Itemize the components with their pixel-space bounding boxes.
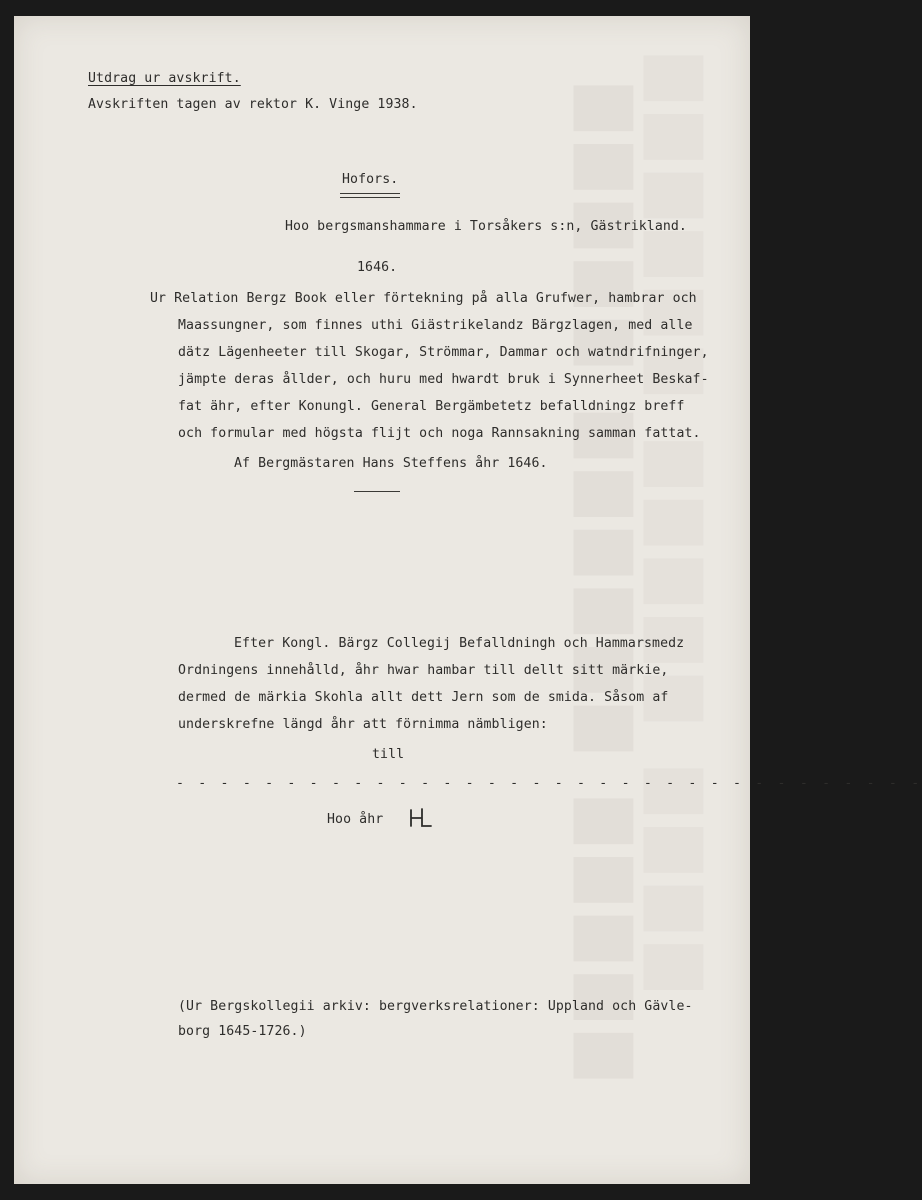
source-line: Maassungner, som finnes uthi Giästrikelandz Bärgzlagen, med alle bbox=[178, 318, 693, 333]
place-double-underline-top bbox=[340, 193, 400, 194]
footer-line: (Ur Bergskollegii arkiv: bergverksrelationer: Uppland och Gävle- bbox=[178, 999, 693, 1014]
place-description: Hoo bergsmanshammare i Torsåkers s:n, Gästrikland. bbox=[285, 219, 687, 234]
document-page bbox=[14, 16, 922, 1184]
source-line: Ur Relation Bergz Book eller förtekning på alla Grufwer, hambrar och bbox=[150, 291, 697, 306]
header-note: Avskriften tagen av rektor K. Vinge 1938. bbox=[88, 97, 418, 112]
section-divider bbox=[354, 491, 400, 492]
source-line: dätz Lägenheeter till Skogar, Strömmar, Dammar och watndrifninger, bbox=[178, 345, 709, 360]
footer-line: borg 1645-1726.) bbox=[178, 1024, 307, 1039]
place-name: Hofors. bbox=[342, 172, 399, 187]
source-line: Af Bergmästaren Hans Steffens åhr 1646. bbox=[234, 456, 548, 471]
till-label: till bbox=[372, 747, 405, 762]
header-title: Utdrag ur avskrift. bbox=[88, 71, 241, 86]
bleed-through-shadow: ▇▇▇▇▇ ▇▇▇▇▇▇ ▇▇▇▇▇ bbox=[574, 86, 642, 1093]
source-line: fat ähr, efter Konungl. General Bergämbetetz befalldningz breff bbox=[178, 399, 685, 414]
dashed-separator: - - - - - - - - - - - - - - - - - - - - - - - - - - - - - - - - - - bbox=[176, 776, 922, 791]
body-line: Efter Kongl. Bärgz Collegij Befalldningh och Hammarsmedz bbox=[234, 636, 685, 651]
mark-entry-label: Hoo åhr bbox=[327, 812, 384, 827]
body-line: underskrefne längd åhr att förnimma nämbligen: bbox=[178, 717, 548, 732]
body-line: dermed de märkia Skohla allt dett Jern som de smida. Såsom af bbox=[178, 690, 669, 705]
source-line: jämpte deras ållder, och huru med hwardt bruk i Synnerheet Beskaf- bbox=[178, 372, 709, 387]
smith-mark-icon bbox=[407, 806, 433, 830]
source-line: och formular med högsta flijt och noga Rannsakning samman fattat. bbox=[178, 426, 701, 441]
body-line: Ordningens innehålld, åhr hwar hambar till dellt sitt märkie, bbox=[178, 663, 669, 678]
place-year: 1646. bbox=[357, 260, 398, 275]
place-double-underline-bottom bbox=[340, 197, 400, 198]
bleed-through-shadow-2: ▇▇▇▇▇▇ ▇▇▇▇▇ ▇▇▇▇ bbox=[644, 56, 712, 1004]
